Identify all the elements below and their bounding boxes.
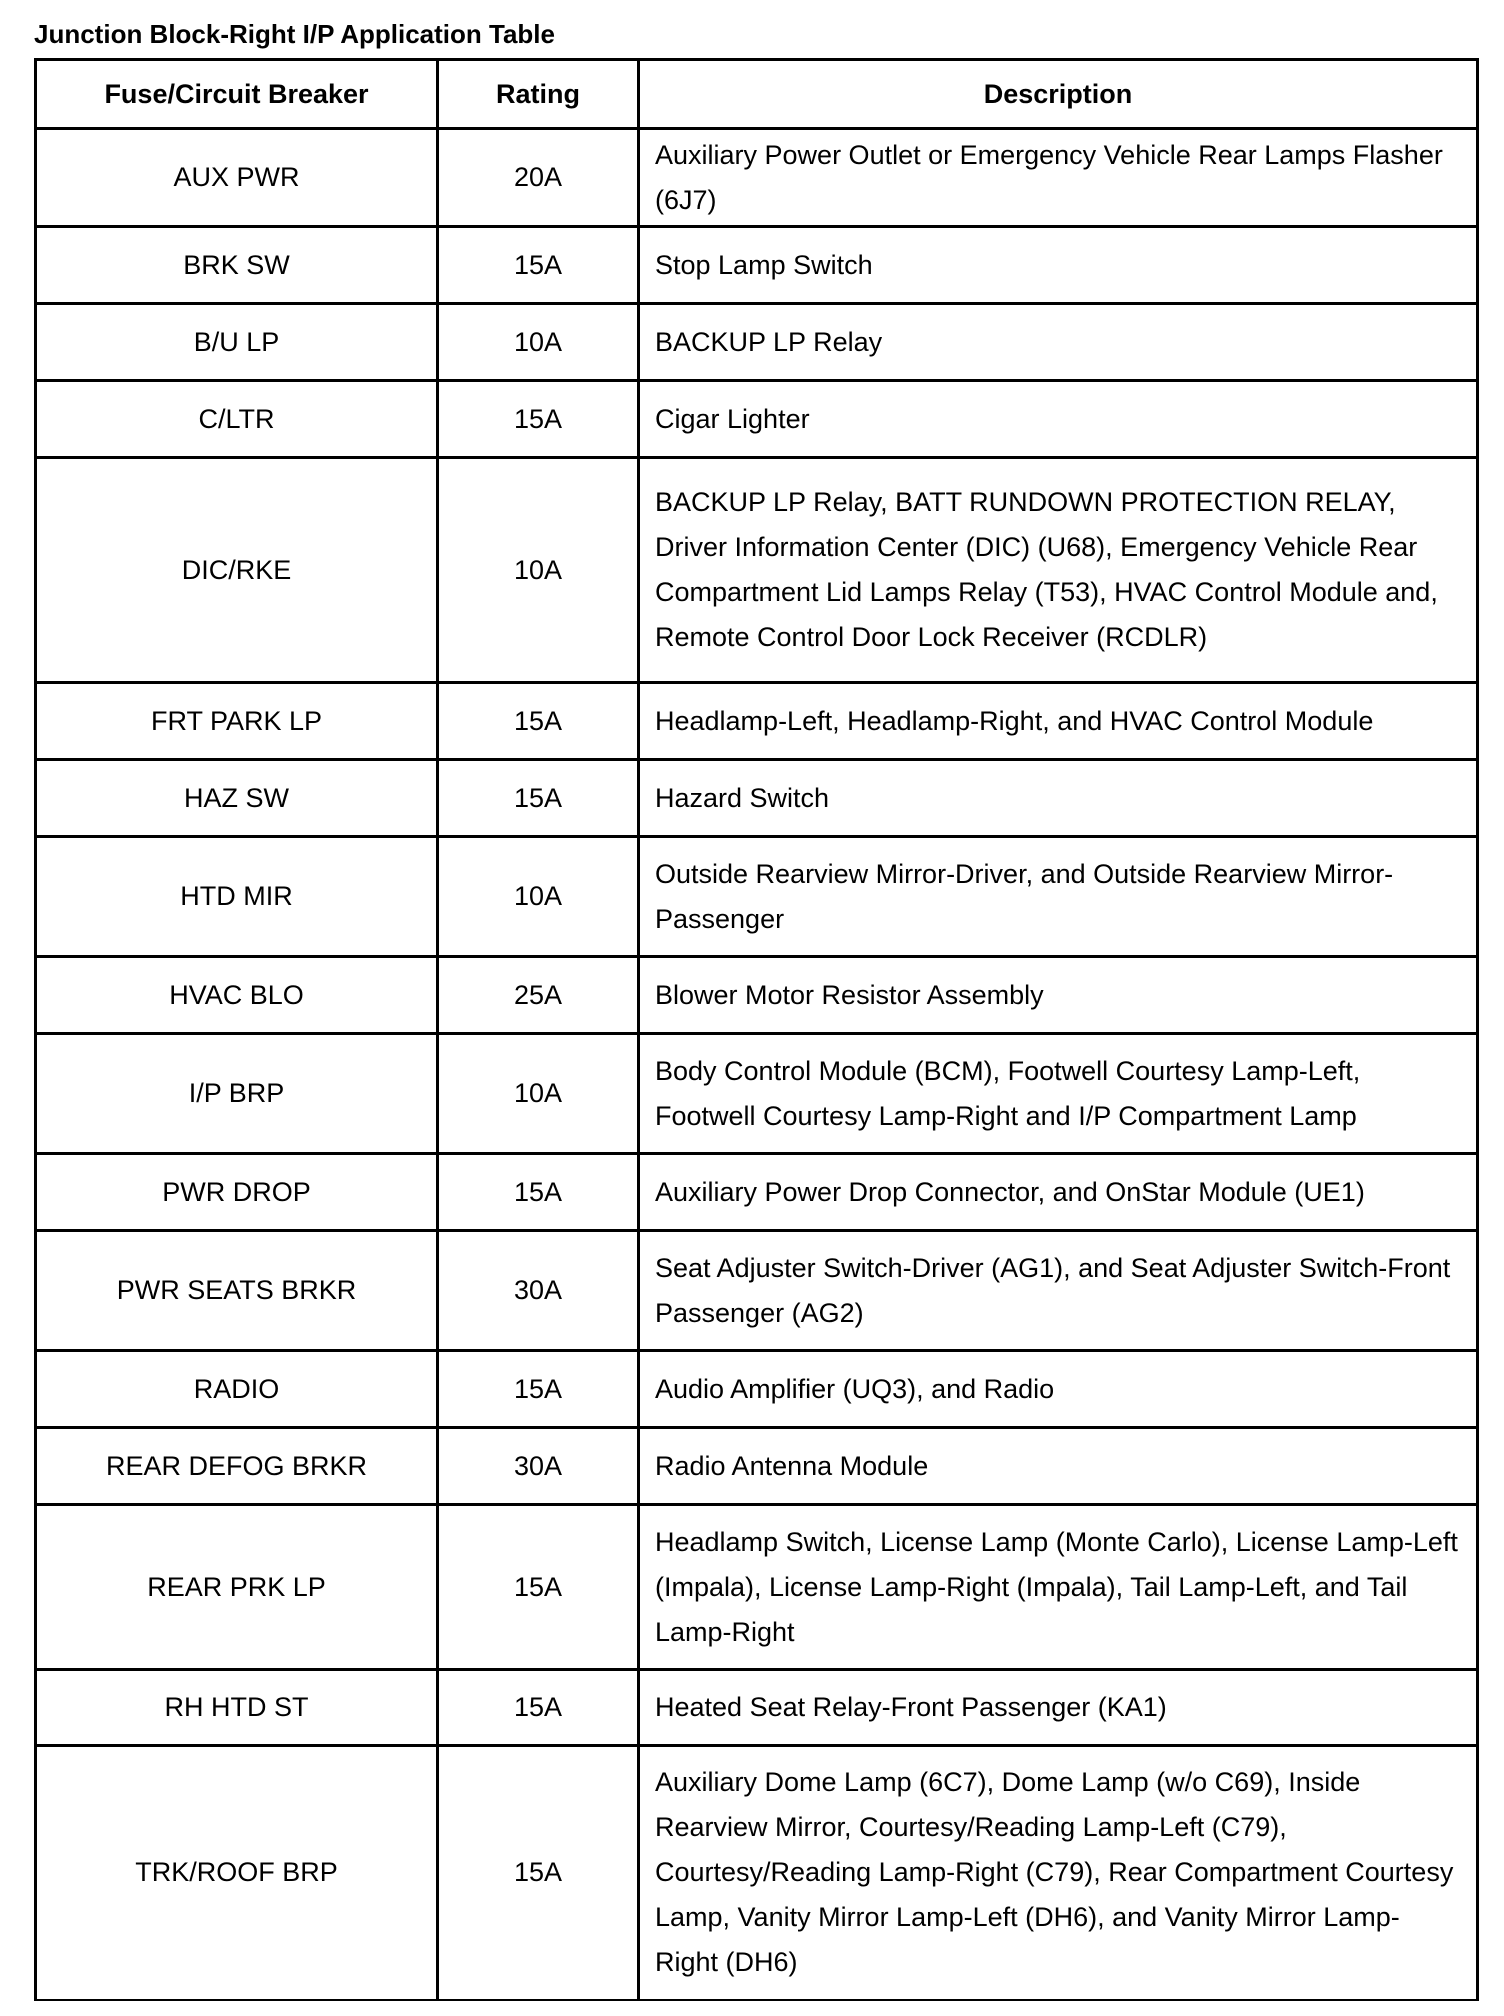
table-row (36, 381, 1478, 458)
junction-block-table (34, 58, 1479, 2001)
description-cell: BACKUP LP Relay (639, 304, 1478, 381)
fuse-cell: C/LTR (36, 381, 438, 458)
fuse-cell: B/U LP (36, 304, 438, 381)
fuse-cell: REAR DEFOG BRKR (36, 1428, 438, 1505)
rating-cell: 15A (438, 760, 639, 837)
table-row (36, 304, 1478, 381)
table-row (36, 1428, 1478, 1505)
rating-cell: 15A (438, 683, 639, 760)
rating-cell: 10A (438, 458, 639, 683)
fuse-cell: HTD MIR (36, 837, 438, 957)
header-description: Description (639, 60, 1478, 129)
table-row (36, 1505, 1478, 1670)
table-row (36, 957, 1478, 1034)
table-header-row (36, 60, 1478, 129)
table-row (36, 458, 1478, 683)
header-fuse: Fuse/Circuit Breaker (36, 60, 438, 129)
rating-cell: 20A (438, 129, 639, 227)
fuse-cell: REAR PRK LP (36, 1505, 438, 1670)
description-cell: Seat Adjuster Switch-Driver (AG1), and Seat Adjuster Switch-Front Passenger (AG2) (639, 1231, 1478, 1351)
description-cell: Hazard Switch (639, 760, 1478, 837)
rating-cell: 15A (438, 1670, 639, 1746)
fuse-cell: HVAC BLO (36, 957, 438, 1034)
table-row (36, 837, 1478, 957)
table-row (36, 1034, 1478, 1154)
table-row (36, 760, 1478, 837)
description-cell: Radio Antenna Module (639, 1428, 1478, 1505)
table-row (36, 129, 1478, 227)
rating-cell: 10A (438, 304, 639, 381)
document-title: Junction Block-Right I/P Application Table (34, 19, 555, 49)
rating-cell: 15A (438, 1154, 639, 1231)
fuse-cell: PWR SEATS BRKR (36, 1231, 438, 1351)
description-cell: Auxiliary Dome Lamp (6C7), Dome Lamp (w/o C69), Inside Rearview Mirror, Courtesy/Reading Lamp-Left (C79), Courtesy/Reading Lamp-Right (C79), Rear Compartment Courtesy Lamp, Vanity Mirror Lamp-Left (DH6), and Vanity Mirror Lamp-Right (DH6) (639, 1746, 1478, 2000)
rating-cell: 15A (438, 1351, 639, 1428)
fuse-cell: I/P BRP (36, 1034, 438, 1154)
description-cell: Heated Seat Relay-Front Passenger (KA1) (639, 1670, 1478, 1746)
rating-cell: 15A (438, 1746, 639, 2000)
rating-cell: 10A (438, 837, 639, 957)
description-cell: Stop Lamp Switch (639, 227, 1478, 304)
table-row (36, 1746, 1478, 2000)
description-cell: Headlamp-Left, Headlamp-Right, and HVAC Control Module (639, 683, 1478, 760)
header-rating: Rating (438, 60, 639, 129)
table-row (36, 1351, 1478, 1428)
fuse-cell: FRT PARK LP (36, 683, 438, 760)
fuse-cell: DIC/RKE (36, 458, 438, 683)
rating-cell: 25A (438, 957, 639, 1034)
rating-cell: 15A (438, 381, 639, 458)
description-cell: Outside Rearview Mirror-Driver, and Outside Rearview Mirror-Passenger (639, 837, 1478, 957)
description-cell: Auxiliary Power Outlet or Emergency Vehicle Rear Lamps Flasher (6J7) (639, 129, 1478, 227)
table-row (36, 1154, 1478, 1231)
fuse-cell: PWR DROP (36, 1154, 438, 1231)
description-cell: Headlamp Switch, License Lamp (Monte Carlo), License Lamp-Left (Impala), License Lamp-Right (Impala), Tail Lamp-Left, and Tail Lamp-Right (639, 1505, 1478, 1670)
fuse-cell: RADIO (36, 1351, 438, 1428)
rating-cell: 15A (438, 1505, 639, 1670)
rating-cell: 30A (438, 1231, 639, 1351)
fuse-cell: RH HTD ST (36, 1670, 438, 1746)
table-row (36, 1670, 1478, 1746)
fuse-cell: AUX PWR (36, 129, 438, 227)
description-cell: Body Control Module (BCM), Footwell Courtesy Lamp-Left, Footwell Courtesy Lamp-Right and I/P Compartment Lamp (639, 1034, 1478, 1154)
rating-cell: 15A (438, 227, 639, 304)
table-row (36, 683, 1478, 760)
table-row (36, 227, 1478, 304)
description-cell: Auxiliary Power Drop Connector, and OnStar Module (UE1) (639, 1154, 1478, 1231)
rating-cell: 30A (438, 1428, 639, 1505)
fuse-cell: HAZ SW (36, 760, 438, 837)
rating-cell: 10A (438, 1034, 639, 1154)
table-row (36, 1231, 1478, 1351)
description-cell: Cigar Lighter (639, 381, 1478, 458)
fuse-cell: TRK/ROOF BRP (36, 1746, 438, 2000)
description-cell: Audio Amplifier (UQ3), and Radio (639, 1351, 1478, 1428)
description-cell: BACKUP LP Relay, BATT RUNDOWN PROTECTION RELAY, Driver Information Center (DIC) (U68), Emergency Vehicle Rear Compartment Lid Lamps Relay (T53), HVAC Control Module and, Remote Control Door Lock Receiver (RCDLR) (639, 458, 1478, 683)
description-cell: Blower Motor Resistor Assembly (639, 957, 1478, 1034)
fuse-cell: BRK SW (36, 227, 438, 304)
